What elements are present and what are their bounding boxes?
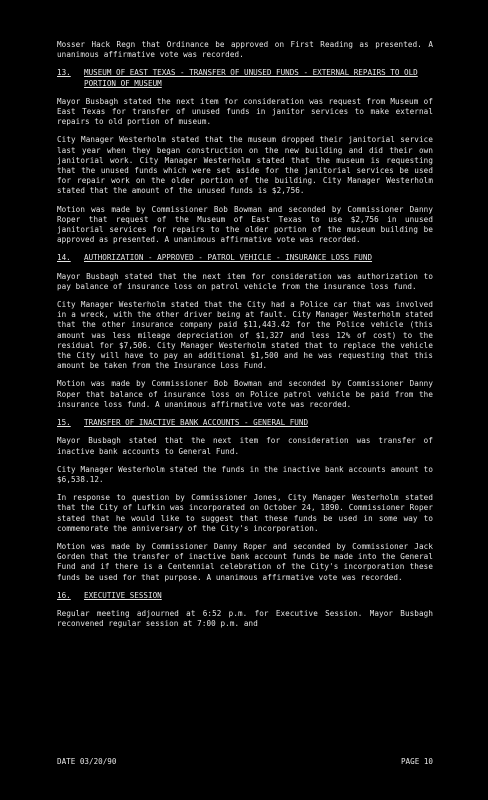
paragraph: In response to question by Commissioner Jones, City Manager Westerholm stated that the City of Lufkin was incorporated on October 24, 1890. Commissioner Roper stated that he would like to suggest that these funds be used in some way to commemorate the anniversary of the City's incorporation.	[57, 493, 433, 533]
paragraph: Regular meeting adjourned at 6:52 p.m. for Executive Session. Mayor Busbagh reconvened regular session at 7:00 p.m. and	[57, 608, 433, 629]
document-page	[57, 40, 433, 637]
section-title: AUTHORIZATION - APPROVED - PATROL VEHICLE - INSURANCE LOSS FUND	[84, 253, 373, 263]
paragraph: Mayor Busbagh stated that the next item for consideration was authorization to pay balance of insurance loss on patrol vehicle from the insurance loss fund.	[57, 271, 433, 291]
paragraph: Mayor Busbagh stated the next item for consideration was request from Museum of East Texas for transfer of unused funds in janitor services to make external repairs to old portion of museum.	[57, 96, 433, 127]
section-title: TRANSFER OF INACTIVE BANK ACCOUNTS - GENERAL FUND	[84, 418, 309, 428]
section-number: 13.	[57, 68, 71, 78]
section-title: MUSEUM OF EAST TEXAS - TRANSFER OF UNUSED FUNDS - EXTERNAL REPAIRS TO OLD PORTION OF MUSEUM	[84, 68, 418, 88]
footer-page-number: PAGE 10	[400, 757, 433, 766]
paragraph: Mayor Busbagh stated that the next item for consideration was transfer of inactive bank accounts to General Fund.	[57, 436, 433, 456]
paragraph: City Manager Westerholm stated that the City had a Police car that was involved in a wreck, with the other driver being at fault. City Manager Westerholm stated that the other insurance company paid $11,443.42 for the Police vehicle (this amount was less mileage depreciation of $1,327 and less 12% of cost) to the residual for $7,506. City Manager Westerholm stated that to replace the vehicle the City will have to pay an additional $1,500 and he was requesting that this amount be taken from the Insurance Loss Fund.	[57, 300, 433, 371]
section-title: EXECUTIVE SESSION	[84, 590, 162, 600]
section-heading-13	[57, 68, 433, 88]
section-heading-15	[57, 418, 433, 428]
paragraph: Motion was made by Commissioner Bob Bowman and seconded by Commissioner Danny Roper that request of the Museum of East Texas to use $2,756 in unused janitorial services for repairs to the older portion of the museum building be approved as presented. A unanimous affirmative vote was recorded.	[57, 204, 433, 245]
page-footer	[57, 757, 433, 767]
section-heading-14	[57, 253, 433, 263]
section-number: 16.	[57, 590, 71, 600]
section-heading-16	[57, 591, 433, 601]
paragraph: Motion was made by Commissioner Danny Roper and seconded by Commissioner Jack Gorden that the transfer of inactive bank account funds be made into the General Fund and if there is a Centennial celebration of the City's incorporation these funds be used for that purpose. A unanimous affirmative vote was recorded.	[57, 541, 433, 582]
paragraph: Mosser Hack Regn that Ordinance be approved on First Reading as presented. A unanimous affirmative vote was recorded.	[57, 40, 433, 60]
paragraph: City Manager Westerholm stated the funds in the inactive bank accounts amount to $6,538.12.	[57, 464, 433, 484]
footer-date: DATE 03/20/90	[57, 757, 117, 766]
section-number: 15.	[57, 418, 71, 428]
paragraph: Motion was made by Commissioner Bob Bowman and seconded by Commissioner Danny Roper that balance of insurance loss on Police patrol vehicle be paid from the insurance loss fund. A unanimous affirmative vote was recorded.	[57, 379, 433, 409]
section-number: 14.	[57, 253, 71, 263]
paragraph: City Manager Westerholm stated that the museum dropped their janitorial service last year when they began construction on the new building and did their own janitorial work. City Manager Westerholm stated that the museum is requesting that the unused funds which were set aside for the janitorial services be used for repair work on the older portion of the building. City Manager Westerholm stated that the amount of the unused funds is $2,756.	[57, 135, 433, 196]
